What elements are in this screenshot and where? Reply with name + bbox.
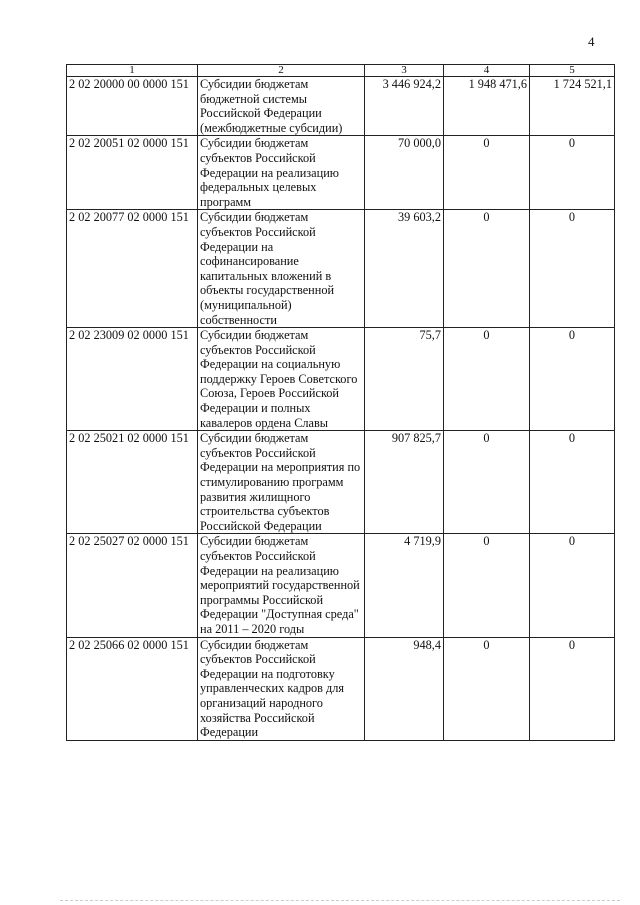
amount-col4-cell: 0 [444,637,530,740]
budget-code-cell: 2 02 23009 02 0000 151 [67,328,198,431]
table-row [67,77,615,136]
description-cell: Субсидии бюджетам субъектов Российской Федерации на мероприятия по стимулированию программ развития жилищного строительства субъектов Российской Федерации [198,431,365,534]
amount-col5-cell: 0 [530,328,615,431]
page-number: 4 [588,34,595,49]
amount-col3-cell: 39 603,2 [365,210,444,328]
table-row [67,534,615,637]
description-cell: Субсидии бюджетам субъектов Российской Федерации на реализацию федеральных целевых программ [198,136,365,210]
amount-col5-cell: 0 [530,637,615,740]
header-row [67,65,615,77]
amount-col3-cell: 70 000,0 [365,136,444,210]
amount-col3-cell: 948,4 [365,637,444,740]
budget-code-cell: 2 02 25066 02 0000 151 [67,637,198,740]
amount-col5-cell: 1 724 521,1 [530,77,615,136]
amount-col3-cell: 4 719,9 [365,534,444,637]
budget-code-cell: 2 02 20000 00 0000 151 [67,77,198,136]
amount-col5-cell: 0 [530,431,615,534]
amount-col3-cell: 3 446 924,2 [365,77,444,136]
budget-code-cell: 2 02 20077 02 0000 151 [67,210,198,328]
amount-col5-cell: 0 [530,534,615,637]
description-cell: Субсидии бюджетам субъектов Российской Федерации на социальную поддержку Героев Советского Союза, Героев Российской Федерации и полных кавалеров ордена Славы [198,328,365,431]
amount-col4-cell: 0 [444,210,530,328]
budget-code-cell: 2 02 25021 02 0000 151 [67,431,198,534]
budget-table [66,64,615,741]
table-row [67,136,615,210]
amount-col4-cell: 0 [444,136,530,210]
column-header-1: 1 [67,65,198,77]
amount-col4-cell: 0 [444,431,530,534]
table-row [67,210,615,328]
amount-col5-cell: 0 [530,210,615,328]
table-row [67,431,615,534]
description-cell: Субсидии бюджетам субъектов Российской Федерации на реализацию мероприятий государственной программы Российской Федерации "Доступная среда" на 2011 – 2020 годы [198,534,365,637]
column-header-4: 4 [444,65,530,77]
column-header-2: 2 [198,65,365,77]
amount-col4-cell: 1 948 471,6 [444,77,530,136]
column-header-3: 3 [365,65,444,77]
amount-col4-cell: 0 [444,534,530,637]
amount-col5-cell: 0 [530,136,615,210]
budget-code-cell: 2 02 20051 02 0000 151 [67,136,198,210]
description-cell: Субсидии бюджетам субъектов Российской Федерации на подготовку управленческих кадров для организаций народного хозяйства Российской Федерации [198,637,365,740]
description-cell: Субсидии бюджетам бюджетной системы Российской Федерации (межбюджетные субсидии) [198,77,365,136]
description-cell: Субсидии бюджетам субъектов Российской Федерации на софинансирование капитальных вложений в объекты государственной (муниципальной) собственности [198,210,365,328]
table-row [67,637,615,740]
amount-col3-cell: 75,7 [365,328,444,431]
column-header-5: 5 [530,65,615,77]
amount-col4-cell: 0 [444,328,530,431]
budget-code-cell: 2 02 25027 02 0000 151 [67,534,198,637]
amount-col3-cell: 907 825,7 [365,431,444,534]
table-row [67,328,615,431]
scan-edge-marks [60,898,620,901]
